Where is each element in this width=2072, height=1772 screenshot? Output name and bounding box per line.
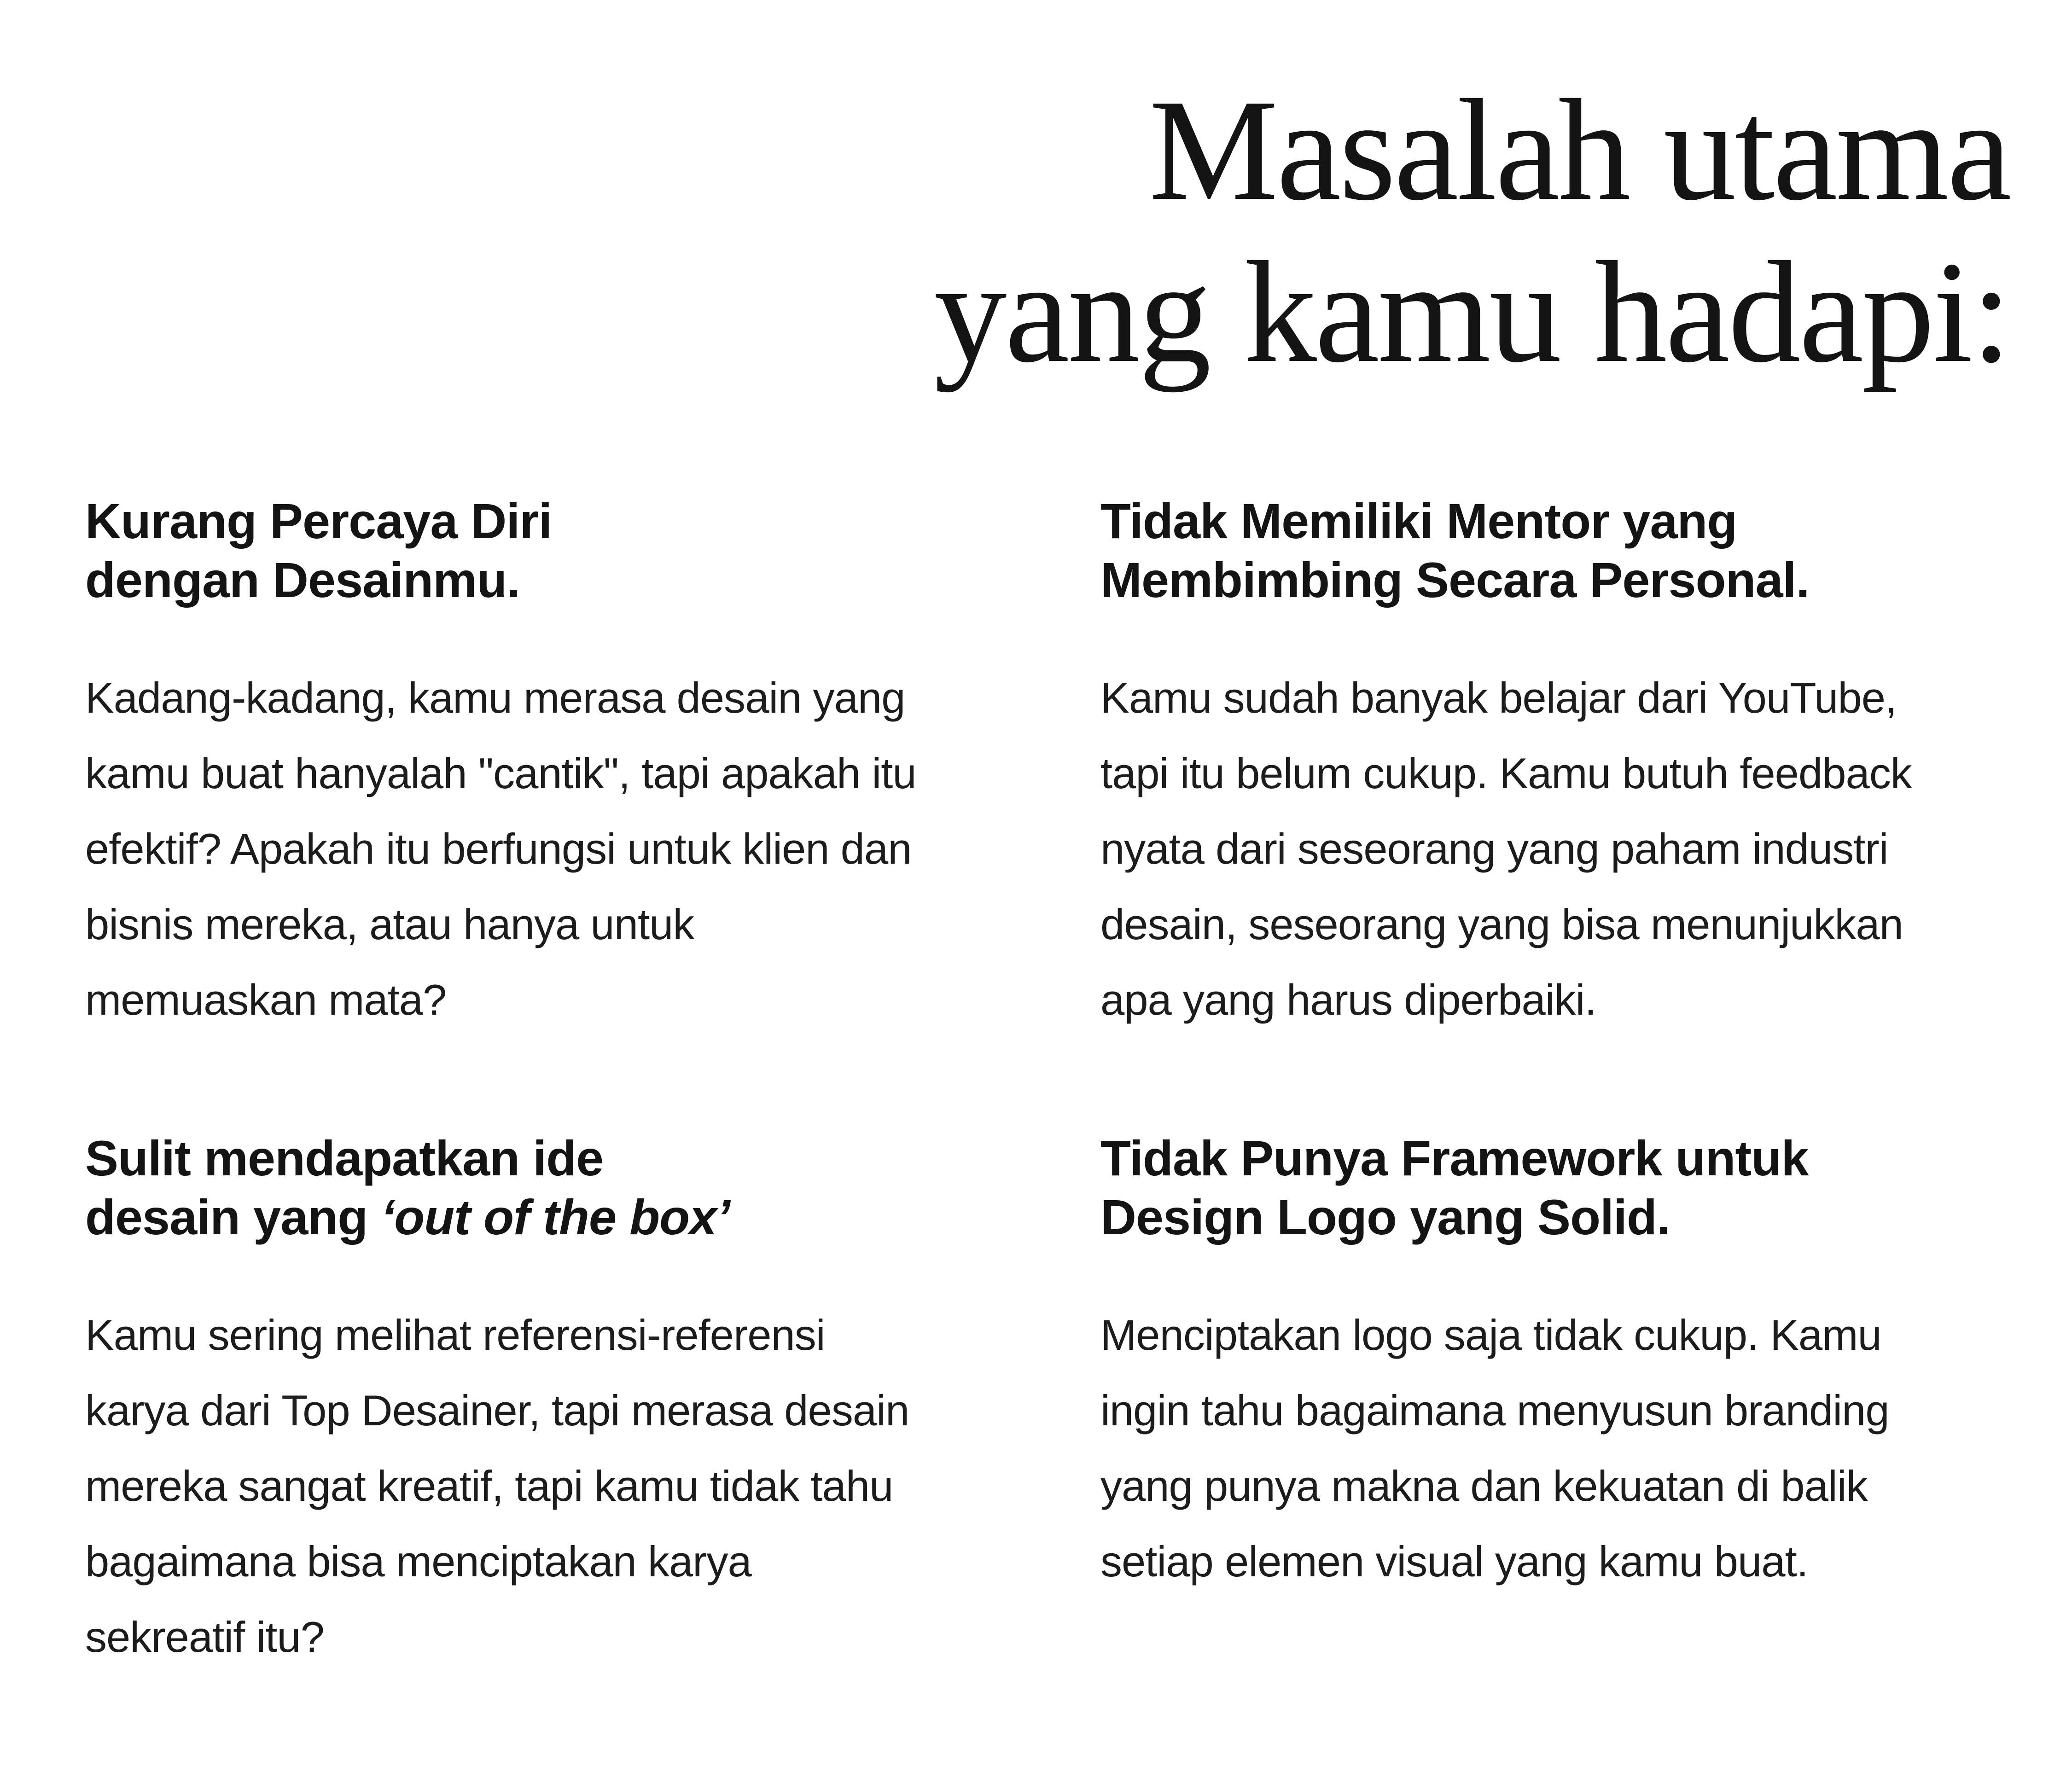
headline <box>934 69 2010 393</box>
problem-title-line: Tidak Punya Framework untuk <box>1100 1130 1809 1186</box>
problem-title-line: Design Logo yang Solid. <box>1100 1189 1670 1245</box>
problem-title <box>1100 492 2026 610</box>
problem-item-ideas <box>85 1129 1011 1675</box>
problem-title-line: Tidak Memiliki Mentor yang <box>1100 493 1737 549</box>
problem-description <box>85 660 1011 1038</box>
problem-description-line: efektif? Apakah itu berfungsi untuk klien dan <box>85 825 912 873</box>
problem-description <box>1100 1297 2026 1599</box>
problem-description-line: Kadang-kadang, kamu merasa desain yang <box>85 674 905 722</box>
problem-title <box>85 1129 1011 1247</box>
problem-item-mentor <box>1100 492 2026 1038</box>
problem-description-line: bagaimana bisa menciptakan karya <box>85 1537 751 1586</box>
problem-description-line: yang punya makna dan kekuatan di balik <box>1100 1462 1868 1510</box>
problem-title-text: desain yang <box>85 1189 381 1245</box>
problem-title-line-with-emphasis <box>85 1188 1011 1247</box>
problem-title-line: Kurang Percaya Diri <box>85 493 552 549</box>
problem-description-line: ingin tahu bagaimana menyusun branding <box>1100 1386 1889 1435</box>
problem-item-framework <box>1100 1129 2026 1599</box>
problem-description-line: bisnis mereka, atau hanya untuk <box>85 900 694 948</box>
problem-description-line: memuaskan mata? <box>85 976 447 1024</box>
problem-description-line: setiap elemen visual yang kamu buat. <box>1100 1537 1808 1586</box>
problem-description <box>1100 660 2026 1038</box>
problem-description-line: mereka sangat kreatif, tapi kamu tidak tahu <box>85 1462 893 1510</box>
problem-description-line: Menciptakan logo saja tidak cukup. Kamu <box>1100 1311 1881 1359</box>
problem-title-emphasis: ‘out of the box’ <box>381 1189 730 1245</box>
problem-description-line: Kamu sering melihat referensi-referensi <box>85 1311 825 1359</box>
headline-line-1: Masalah utama <box>1149 70 2010 231</box>
headline-line-2: yang kamu hadapi: <box>934 232 2010 393</box>
problem-title <box>85 492 1011 610</box>
problem-title-line: Sulit mendapatkan ide <box>85 1130 604 1186</box>
problem-description <box>85 1297 1011 1675</box>
problem-description-line: tapi itu belum cukup. Kamu butuh feedback <box>1100 749 1912 797</box>
problem-title-line: Membimbing Secara Personal. <box>1100 552 1810 608</box>
problem-description-line: karya dari Top Desainer, tapi merasa desain <box>85 1386 909 1435</box>
problem-description-line: kamu buat hanyalah "cantik", tapi apakah itu <box>85 749 916 797</box>
problem-item-confidence <box>85 492 1011 1038</box>
problem-description-line: desain, seseorang yang bisa menunjukkan <box>1100 900 1903 948</box>
problem-title-line: dengan Desainmu. <box>85 552 520 608</box>
problem-description-line: Kamu sudah banyak belajar dari YouTube, <box>1100 674 1897 722</box>
problem-description-line: apa yang harus diperbaiki. <box>1100 976 1596 1024</box>
problem-title <box>1100 1129 2026 1247</box>
problem-description-line: sekreatif itu? <box>85 1613 324 1661</box>
problem-description-line: nyata dari seseorang yang paham industri <box>1100 825 1888 873</box>
